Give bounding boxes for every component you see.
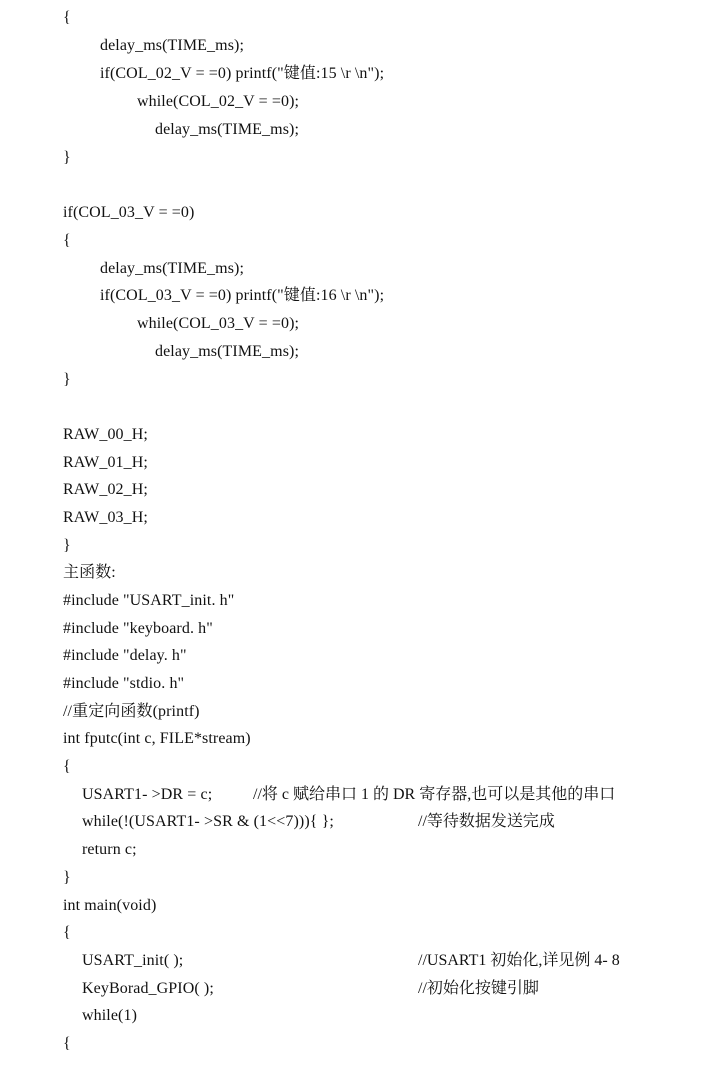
code-line: RAW_03_H;	[63, 509, 148, 526]
code-line: RAW_02_H;	[63, 481, 148, 498]
code-comment: //初始化按键引脚	[418, 980, 539, 997]
code-line: USART_init( );	[82, 952, 184, 969]
code-line: {	[63, 1035, 71, 1052]
code-line: #include "keyboard. h"	[63, 620, 213, 637]
code-line: }	[63, 371, 71, 388]
code-line: {	[63, 758, 71, 775]
code-line: while(COL_02_V = =0);	[137, 93, 300, 110]
code-line: {	[63, 924, 71, 941]
code-line: }	[63, 869, 71, 886]
code-comment: //等待数据发送完成	[418, 813, 555, 830]
code-line: if(COL_03_V = =0)	[63, 204, 195, 221]
code-line: #include "delay. h"	[63, 647, 187, 664]
code-line: if(COL_03_V = =0) printf("键值:16 \r \n");	[100, 287, 385, 304]
code-line: {	[63, 232, 71, 249]
code-line: KeyBorad_GPIO( );	[82, 980, 214, 997]
code-line: delay_ms(TIME_ms);	[100, 37, 244, 54]
code-line: }	[63, 537, 71, 554]
code-line: //重定向函数(printf)	[63, 703, 200, 720]
code-line: #include "USART_init. h"	[63, 592, 235, 609]
code-line: delay_ms(TIME_ms);	[100, 260, 244, 277]
code-line: #include "stdio. h"	[63, 675, 185, 692]
code-line: RAW_00_H;	[63, 426, 148, 443]
code-line: USART1- >DR = c;	[82, 786, 213, 803]
code-line: int fputc(int c, FILE*stream)	[63, 730, 251, 747]
code-line: while(COL_03_V = =0);	[137, 315, 300, 332]
code-comment: //USART1 初始化,详见例 4- 8	[418, 952, 620, 969]
code-line: delay_ms(TIME_ms);	[155, 121, 299, 138]
code-line: while(!(USART1- >SR & (1<<7))){ };	[82, 813, 334, 830]
code-line: if(COL_02_V = =0) printf("键值:15 \r \n");	[100, 65, 385, 82]
code-line: {	[63, 9, 71, 26]
code-line: 主函数:	[63, 564, 116, 581]
code-line: }	[63, 149, 71, 166]
code-line: return c;	[82, 841, 137, 858]
code-line: RAW_01_H;	[63, 454, 148, 471]
code-line: while(1)	[82, 1007, 138, 1024]
code-line: int main(void)	[63, 897, 157, 914]
code-comment: //将 c 赋给串口 1 的 DR 寄存器,也可以是其他的串口	[253, 786, 616, 803]
code-line: delay_ms(TIME_ms);	[155, 343, 299, 360]
